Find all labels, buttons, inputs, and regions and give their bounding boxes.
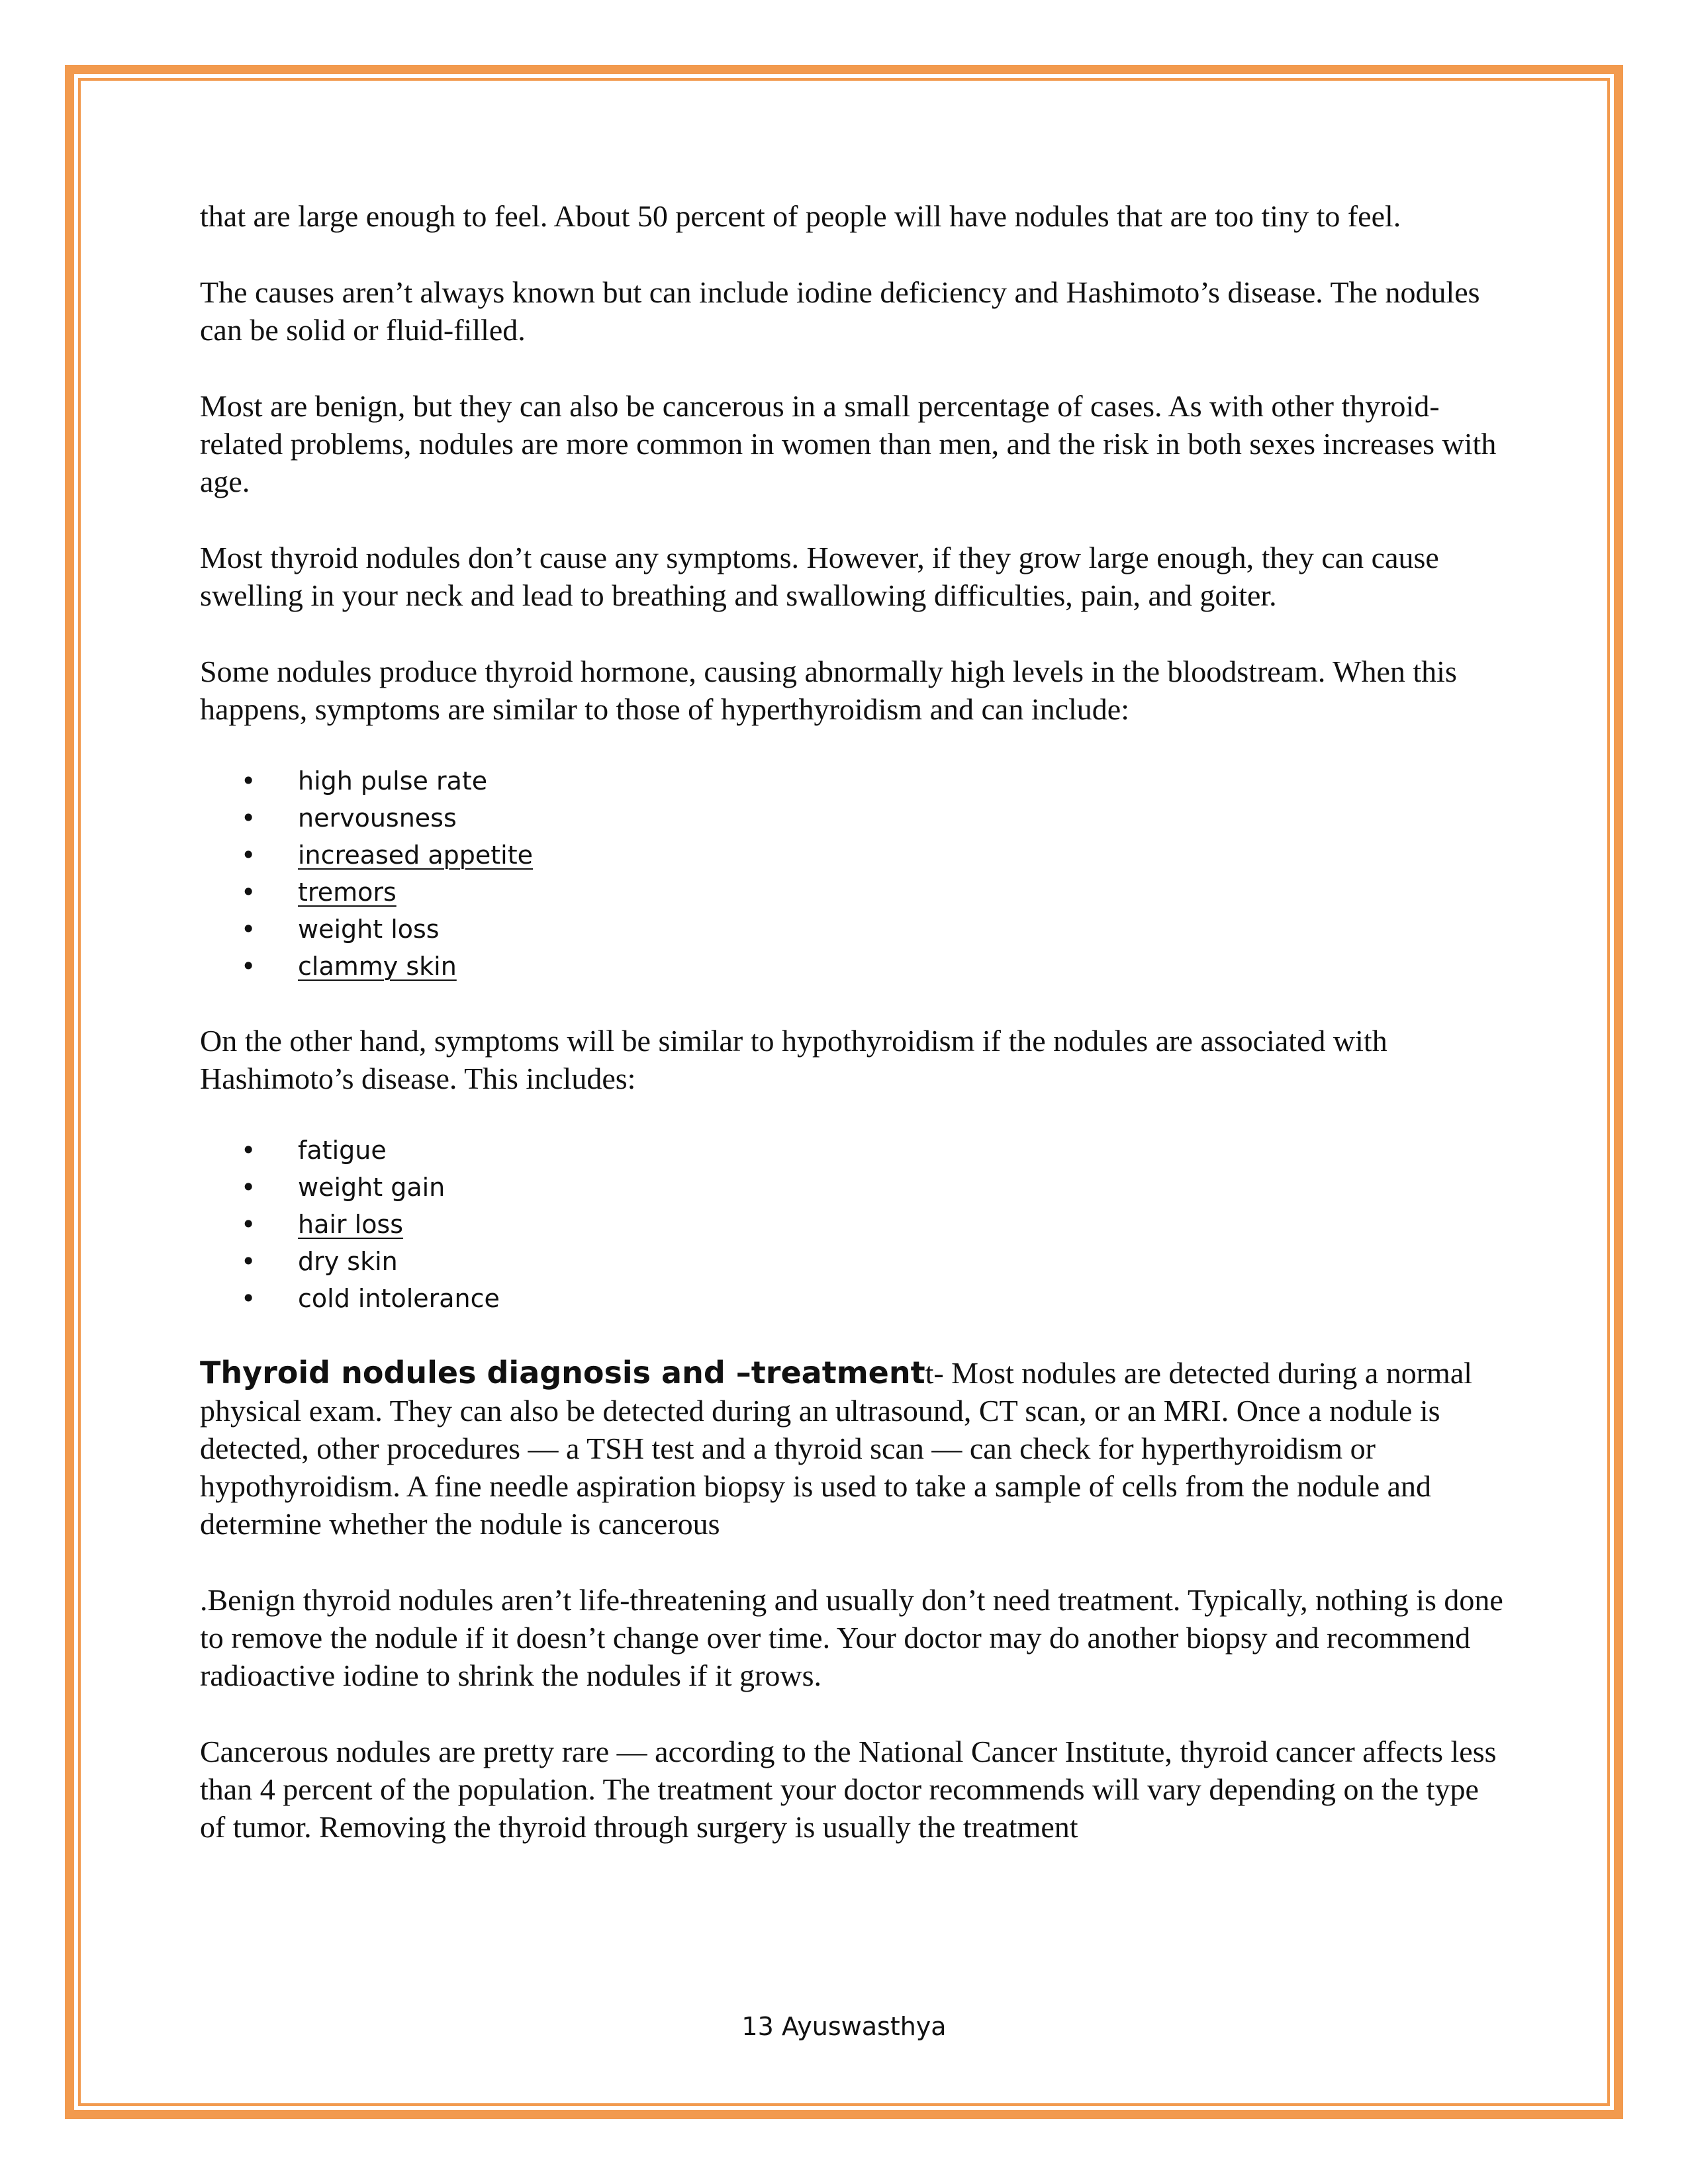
paragraph-hypothyroid: On the other hand, symptoms will be similar to hypothyroidism if the nodules are associated with Hashimoto’s disease. This includes: [200,1024,1387,1095]
list-item: • weight gain [200,1169,1504,1206]
paragraph-nodule-size: that are large enough to feel. About 50 percent of people will have nodules that are too tiny to feel. [200,199,1401,233]
link-hair-loss[interactable]: • hair loss [200,1206,1504,1243]
paragraph-diagnosis [200,1354,1504,1543]
page-content [200,197,1504,1846]
page-footer: 13 Ayuswasthya [741,2012,947,2041]
section-heading: Thyroid nodules diagnosis and –treatment [200,1355,925,1390]
list-item: • nervousness [200,799,1504,837]
hyperthyroid-symptom-list [200,762,1504,985]
paragraph-cancerous: Cancerous nodules are pretty rare — according to the National Cancer Institute, thyroid cancer affects less than 4 percent of the population. The treatment your doctor recommends will vary depending on the type of tumor. Removing the thyroid through surgery is usually the treatment [200,1735,1497,1844]
list-item: • cold intolerance [200,1280,1504,1317]
diagnosis-text: t- Most nodules are detected during a normal physical exam. They can also be detected during an ultrasound, CT scan, or an MRI. Once a nodule is detected, other procedures — a TSH test and a thyroid scan — can check for hyperthyroidism or hypothyroidism. A fine needle aspiration biopsy is used to take a sample of cells from the nodule and determine whether the nodule is cancerous [200,1356,1473,1541]
list-item: • fatigue [200,1132,1504,1169]
list-item: • weight loss [200,911,1504,948]
hypothyroid-symptom-list [200,1132,1504,1317]
paragraph-benign: Most are benign, but they can also be cancerous in a small percentage of cases. As with other thyroid-related problems, nodules are more common in women than men, and the risk in both sexes increases with age. [200,389,1497,498]
paragraph-symptoms: Most thyroid nodules don’t cause any symptoms. However, if they grow large enough, they can cause swelling in your neck and lead to breathing and swallowing difficulties, pain, and goiter. [200,541,1439,612]
paragraph-hormone: Some nodules produce thyroid hormone, causing abnormally high levels in the bloodstream. When this happens, symptoms are similar to those of hyperthyroidism and can include: [200,655,1457,726]
link-increased-appetite[interactable]: • increased appetite [200,837,1504,874]
paragraph-causes: The causes aren’t always known but can include iodine deficiency and Hashimoto’s disease. The nodules can be solid or fluid-filled. [200,275,1480,347]
list-item: • dry skin [200,1243,1504,1280]
link-clammy-skin[interactable]: • clammy skin [200,948,1504,985]
paragraph-benign-treatment: .Benign thyroid nodules aren’t life-threatening and usually don’t need treatment. Typically, nothing is done to remove the nodule if it doesn’t change over time. Your doctor may do another biopsy and recommend radioactive iodine to shrink the nodules if it grows. [200,1583,1503,1692]
link-tremors[interactable]: • tremors [200,874,1504,911]
list-item: • high pulse rate [200,762,1504,799]
